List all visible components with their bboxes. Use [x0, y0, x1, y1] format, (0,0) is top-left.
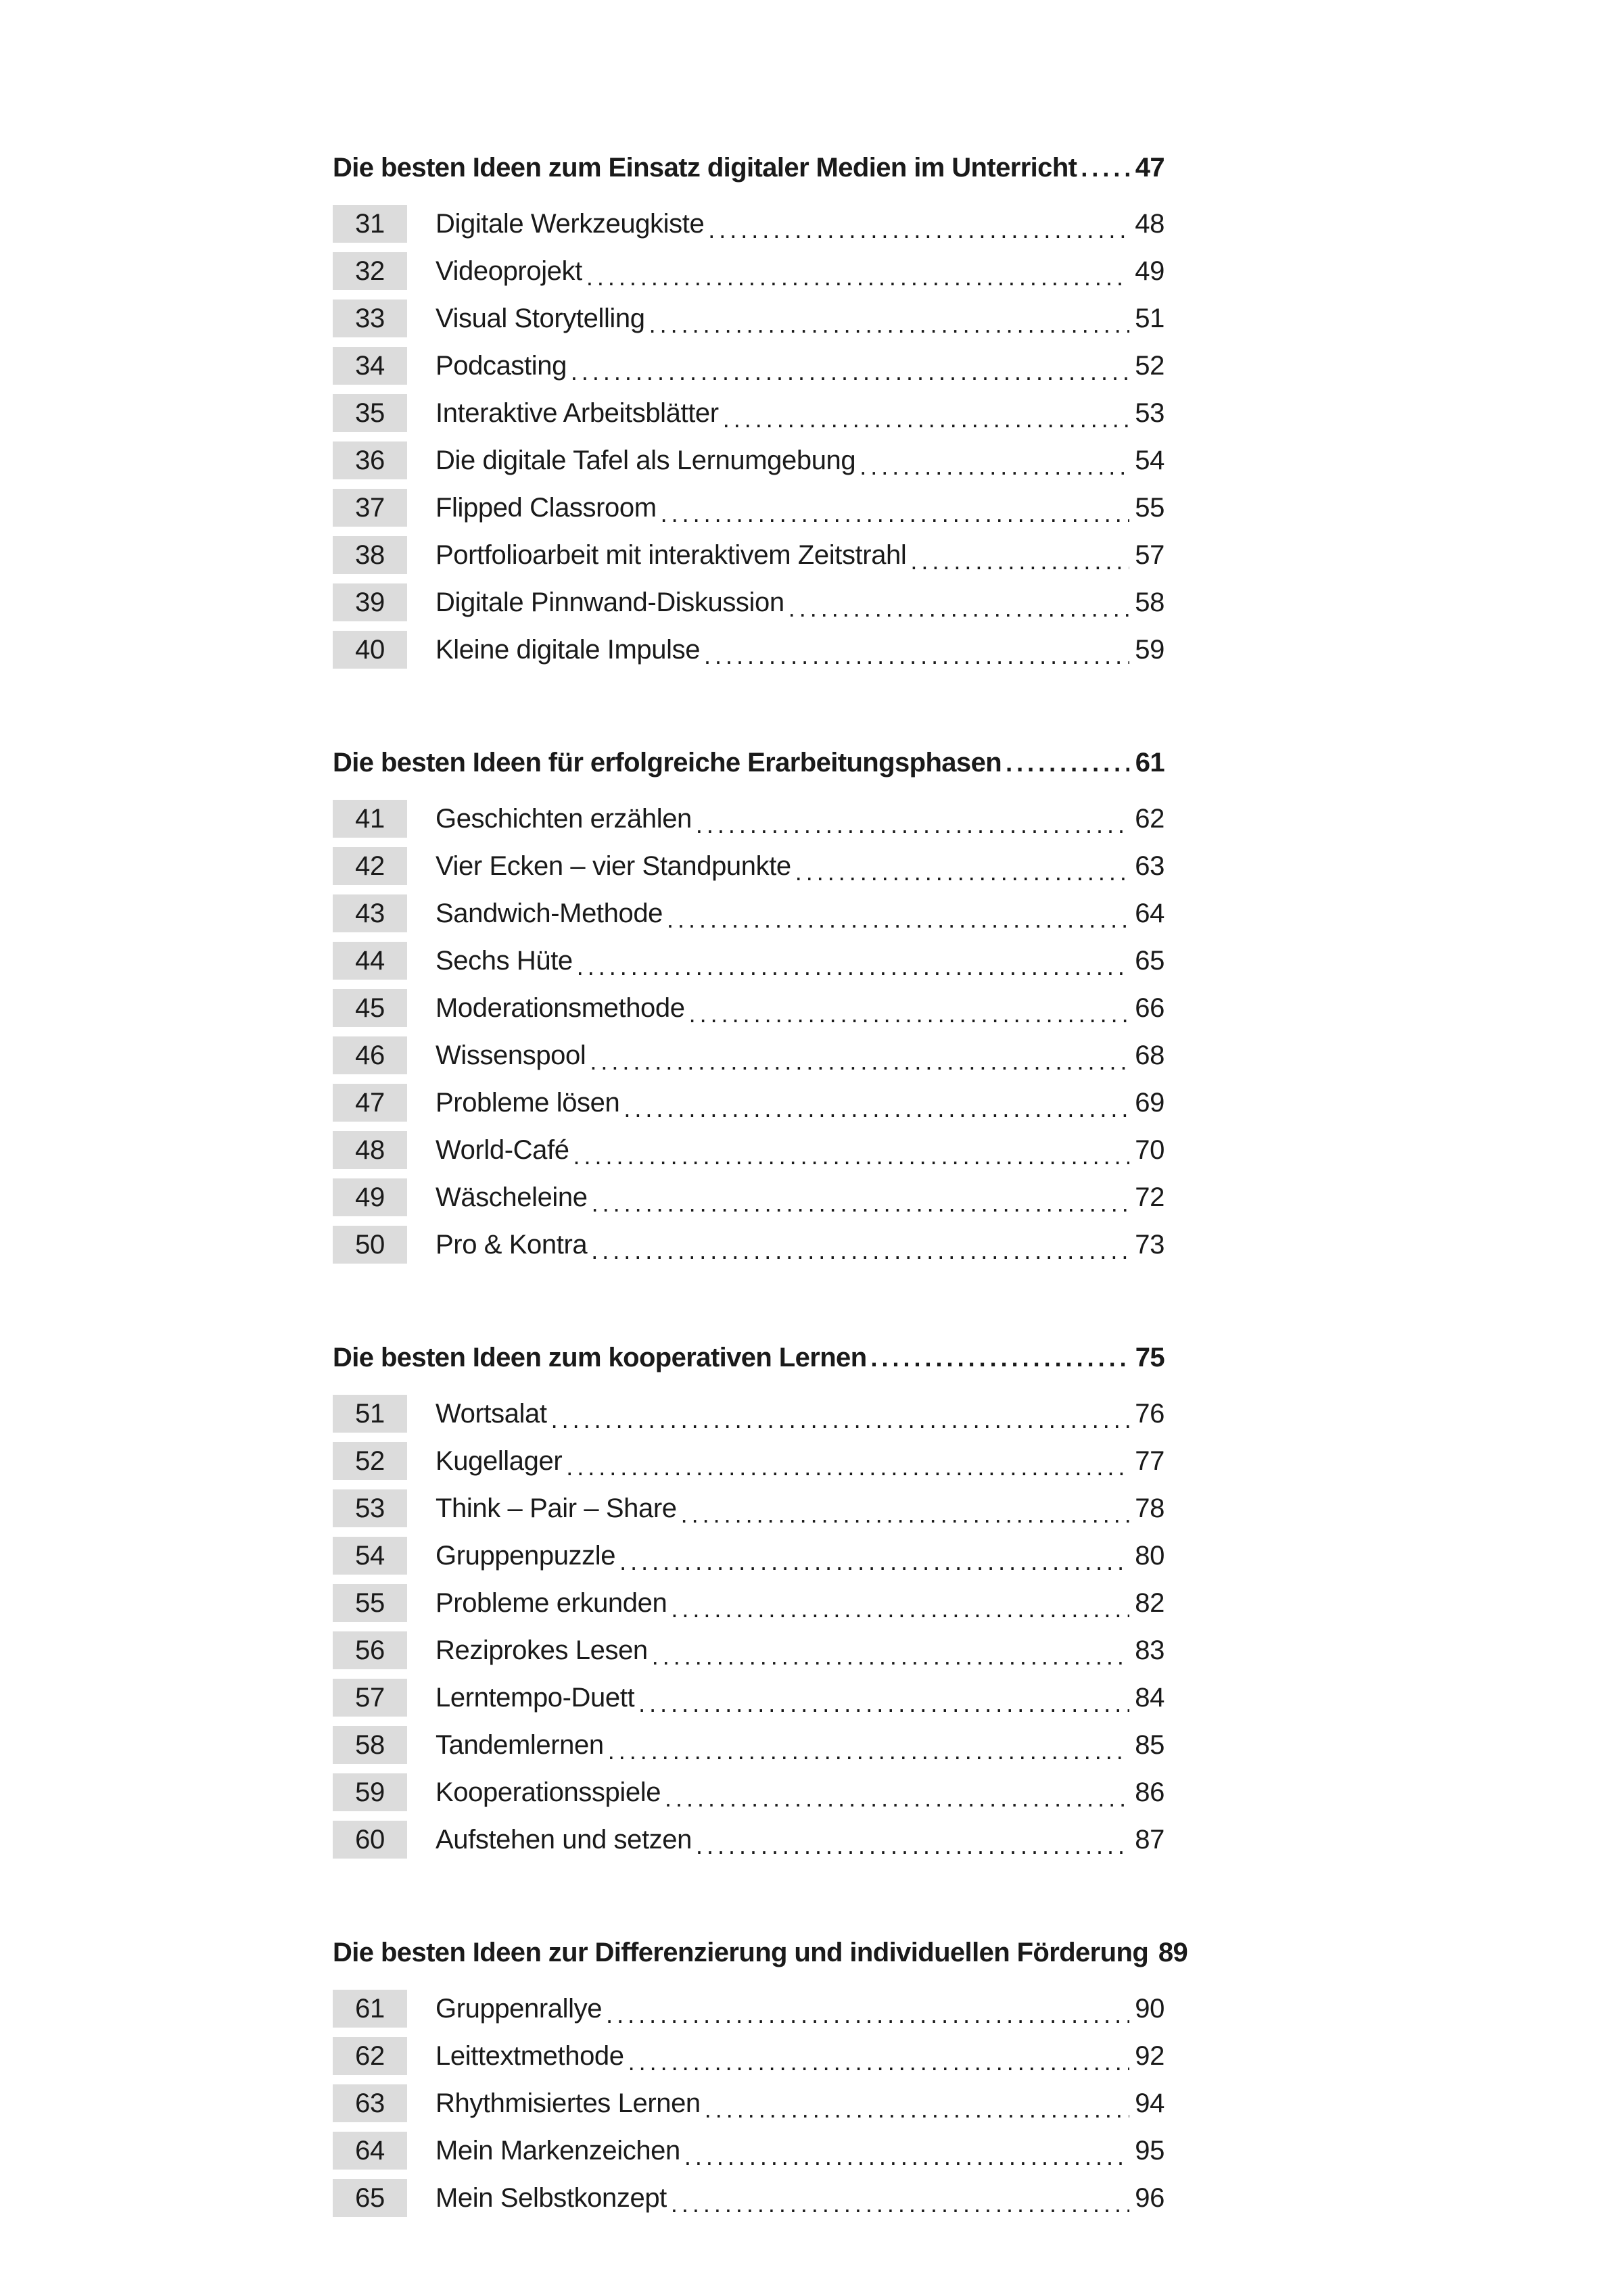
dot-leader — [789, 596, 1129, 626]
toc-entry[interactable] — [333, 1769, 1165, 1816]
entry-page-number: 64 — [1135, 898, 1165, 928]
dot-leader — [566, 1455, 1129, 1485]
entry-page-number: 62 — [1135, 803, 1165, 834]
toc-entry[interactable] — [333, 1032, 1165, 1079]
toc-entry[interactable] — [333, 1532, 1165, 1579]
toc-entry[interactable] — [333, 247, 1165, 295]
section-title: Die besten Ideen zur Differenzierung und individuellen Förderung — [333, 1938, 1149, 1967]
toc-entry[interactable] — [333, 1126, 1165, 1174]
entry-title: Probleme erkunden — [436, 1587, 667, 1618]
entry-page-number: 90 — [1135, 1993, 1165, 2024]
entry-page-number: 84 — [1135, 1682, 1165, 1713]
dot-leader — [628, 2050, 1129, 2080]
toc-entry[interactable] — [333, 2080, 1165, 2127]
toc-entry[interactable] — [333, 1485, 1165, 1532]
entry-number: 36 — [333, 441, 407, 479]
entry-page-number: 58 — [1135, 587, 1165, 617]
toc-entry[interactable] — [333, 1079, 1165, 1126]
toc-entry[interactable] — [333, 531, 1165, 579]
entry-page-number: 55 — [1135, 492, 1165, 523]
dot-leader — [665, 1786, 1129, 1816]
entry-title: Wissenspool — [436, 1040, 586, 1070]
entry-title: Wäscheleine — [436, 1182, 588, 1212]
dot-leader — [590, 1049, 1129, 1079]
dot-leader — [638, 1692, 1129, 1721]
toc-entry[interactable] — [333, 200, 1165, 247]
toc-entry[interactable] — [333, 890, 1165, 937]
entry-page-number: 65 — [1135, 945, 1165, 976]
toc-entry[interactable] — [333, 2127, 1165, 2174]
entry-page-number: 70 — [1135, 1134, 1165, 1165]
toc-entry[interactable] — [333, 295, 1165, 342]
toc-entry[interactable] — [333, 1437, 1165, 1485]
entry-title: World-Café — [436, 1134, 569, 1165]
entry-title: Wortsalat — [436, 1398, 547, 1429]
entry-title: Sechs Hüte — [436, 945, 573, 976]
entry-page-number: 83 — [1135, 1635, 1165, 1665]
dot-leader — [723, 407, 1129, 437]
dot-leader — [705, 2097, 1129, 2127]
section-title: Die besten Ideen zum kooperativen Lernen — [333, 1343, 867, 1372]
dot-leader — [671, 1597, 1129, 1627]
entry-number: 37 — [333, 489, 407, 527]
entry-title: Mein Selbstkonzept — [436, 2182, 667, 2213]
dot-leader — [592, 1191, 1129, 1221]
entry-number: 50 — [333, 1226, 407, 1264]
toc-entry[interactable] — [333, 1579, 1165, 1627]
entry-page-number: 85 — [1135, 1729, 1165, 1760]
entry-title: Reziprokes Lesen — [436, 1635, 648, 1665]
entry-title: Gruppenpuzzle — [436, 1540, 616, 1571]
entry-title: Die digitale Tafel als Lernumgebung — [436, 445, 856, 475]
toc-entry[interactable] — [333, 842, 1165, 890]
entry-title: Aufstehen und setzen — [436, 1824, 692, 1855]
entry-page-number: 59 — [1135, 634, 1165, 665]
dot-leader — [652, 1644, 1129, 1674]
dot-leader — [696, 813, 1129, 842]
toc-entry[interactable] — [333, 1221, 1165, 1268]
dot-leader — [684, 2145, 1129, 2174]
dot-leader — [606, 2003, 1129, 2032]
section-title: Die besten Ideen zum Einsatz digitaler Medien im Unterricht — [333, 153, 1077, 183]
dot-leader — [704, 644, 1129, 673]
dot-leader — [681, 1502, 1129, 1532]
entry-page-number: 86 — [1135, 1777, 1165, 1807]
entry-title: Portfolioarbeit mit interaktivem Zeitstrahl — [436, 540, 907, 570]
entry-title: Geschichten erzählen — [436, 803, 692, 834]
toc-section — [333, 748, 1165, 1268]
dot-leader — [910, 549, 1129, 579]
entry-title: Sandwich-Methode — [436, 898, 663, 928]
toc-section — [333, 1343, 1165, 1863]
toc-entry[interactable] — [333, 626, 1165, 673]
entry-title: Think – Pair – Share — [436, 1493, 677, 1523]
entry-title: Gruppenrallye — [436, 1993, 603, 2024]
section-page-number: 89 — [1158, 1938, 1188, 1967]
dot-leader — [860, 454, 1129, 484]
entry-number: 59 — [333, 1773, 407, 1811]
entry-title: Leittextmethode — [436, 2040, 624, 2071]
entry-title: Vier Ecken – vier Standpunkte — [436, 851, 791, 881]
entry-page-number: 82 — [1135, 1587, 1165, 1618]
dot-leader — [1006, 751, 1129, 775]
entry-page-number: 66 — [1135, 992, 1165, 1023]
entry-page-number: 78 — [1135, 1493, 1165, 1523]
entry-number: 60 — [333, 1821, 407, 1859]
entry-title: Tandemlernen — [436, 1729, 604, 1760]
entry-title: Digitale Pinnwand-Diskussion — [436, 587, 784, 617]
entry-page-number: 73 — [1135, 1229, 1165, 1260]
section-title: Die besten Ideen für erfolgreiche Erarbeitungsphasen — [333, 748, 1002, 778]
entry-number: 40 — [333, 631, 407, 669]
dot-leader — [571, 360, 1129, 389]
entry-page-number: 95 — [1135, 2135, 1165, 2166]
entry-page-number: 92 — [1135, 2040, 1165, 2071]
entry-title: Moderationsmethode — [436, 992, 685, 1023]
dot-leader — [1081, 156, 1129, 181]
section-heading[interactable] — [333, 1938, 1188, 1978]
entry-title: Probleme lösen — [436, 1087, 620, 1118]
entry-title: Podcasting — [436, 350, 567, 381]
toc-entry[interactable] — [333, 579, 1165, 626]
entry-number: 62 — [333, 2037, 407, 2075]
entry-page-number: 68 — [1135, 1040, 1165, 1070]
entry-title: Pro & Kontra — [436, 1229, 588, 1260]
toc-entry[interactable] — [333, 437, 1165, 484]
entry-page-number: 53 — [1135, 398, 1165, 428]
entry-title: Kugellager — [436, 1445, 563, 1476]
entry-title: Kleine digitale Impulse — [436, 634, 701, 665]
entry-number: 64 — [333, 2132, 407, 2170]
entry-number: 52 — [333, 1442, 407, 1480]
entry-page-number: 57 — [1135, 540, 1165, 570]
dot-leader — [871, 1346, 1129, 1370]
entry-number: 35 — [333, 394, 407, 432]
dot-leader — [624, 1097, 1129, 1126]
toc-section — [333, 153, 1165, 673]
dot-leader — [795, 860, 1129, 890]
entry-number: 32 — [333, 252, 407, 290]
dot-leader — [551, 1408, 1129, 1437]
section-heading[interactable] — [333, 153, 1165, 193]
dot-leader — [591, 1239, 1129, 1268]
entry-number: 34 — [333, 347, 407, 385]
toc-entry[interactable] — [333, 795, 1165, 842]
dot-leader — [689, 1002, 1129, 1032]
entry-title: Kooperationsspiele — [436, 1777, 661, 1807]
toc-entry[interactable] — [333, 1627, 1165, 1674]
table-of-contents — [333, 153, 1188, 2296]
section-page-number: 61 — [1135, 748, 1165, 778]
entry-page-number: 63 — [1135, 851, 1165, 881]
entry-number: 38 — [333, 536, 407, 574]
entry-page-number: 48 — [1135, 208, 1165, 239]
entry-title: Mein Markenzeichen — [436, 2135, 680, 2166]
dot-leader — [577, 955, 1129, 984]
toc-entry[interactable] — [333, 1721, 1165, 1769]
entry-number: 45 — [333, 989, 407, 1027]
entry-number: 51 — [333, 1395, 407, 1433]
section-page-number: 47 — [1135, 153, 1165, 183]
dot-leader — [667, 907, 1129, 937]
entry-page-number: 94 — [1135, 2088, 1165, 2118]
toc-entry[interactable] — [333, 937, 1165, 984]
entry-title: Visual Storytelling — [436, 303, 645, 333]
entry-page-number: 52 — [1135, 350, 1165, 381]
entry-number: 55 — [333, 1584, 407, 1622]
entry-title: Flipped Classroom — [436, 492, 657, 523]
entry-page-number: 76 — [1135, 1398, 1165, 1429]
entry-number: 49 — [333, 1178, 407, 1216]
toc-entry[interactable] — [333, 2174, 1165, 2222]
dot-leader — [661, 502, 1129, 531]
toc-entry[interactable] — [333, 1674, 1165, 1721]
entry-page-number: 49 — [1135, 256, 1165, 286]
section-heading[interactable] — [333, 1343, 1165, 1383]
toc-entry[interactable] — [333, 2032, 1165, 2080]
entry-number: 44 — [333, 942, 407, 980]
entry-number: 53 — [333, 1489, 407, 1527]
entry-number: 61 — [333, 1990, 407, 2028]
entry-number: 57 — [333, 1679, 407, 1717]
toc-entry[interactable] — [333, 1985, 1165, 2032]
entry-page-number: 87 — [1135, 1824, 1165, 1855]
dot-leader — [671, 2192, 1129, 2222]
toc-section — [333, 1938, 1188, 2222]
section-heading[interactable] — [333, 748, 1165, 788]
toc-entry[interactable] — [333, 342, 1165, 389]
dot-leader — [573, 1144, 1129, 1174]
entry-number: 31 — [333, 205, 407, 243]
entry-title: Interaktive Arbeitsblätter — [436, 398, 719, 428]
section-page-number: 75 — [1135, 1343, 1165, 1372]
entry-number: 63 — [333, 2084, 407, 2122]
entry-number: 33 — [333, 300, 407, 337]
entry-title: Lerntempo-Duett — [436, 1682, 635, 1713]
entry-number: 47 — [333, 1084, 407, 1122]
entry-number: 58 — [333, 1726, 407, 1764]
dot-leader — [586, 265, 1129, 295]
dot-leader — [649, 312, 1129, 342]
entry-number: 65 — [333, 2179, 407, 2217]
entry-number: 56 — [333, 1631, 407, 1669]
entry-title: Videoprojekt — [436, 256, 582, 286]
entry-number: 39 — [333, 583, 407, 621]
dot-leader — [619, 1550, 1129, 1579]
dot-leader — [708, 218, 1129, 247]
entry-number: 43 — [333, 894, 407, 932]
dot-leader — [608, 1739, 1129, 1769]
entry-page-number: 80 — [1135, 1540, 1165, 1571]
toc-entry[interactable] — [333, 1174, 1165, 1221]
toc-entry[interactable] — [333, 1390, 1165, 1437]
toc-entry[interactable] — [333, 1816, 1165, 1863]
entry-number: 42 — [333, 847, 407, 885]
entry-page-number: 51 — [1135, 303, 1165, 333]
toc-entry[interactable] — [333, 984, 1165, 1032]
dot-leader — [696, 1834, 1129, 1863]
entry-number: 41 — [333, 800, 407, 838]
entry-number: 46 — [333, 1036, 407, 1074]
toc-entry[interactable] — [333, 389, 1165, 437]
entry-page-number: 54 — [1135, 445, 1165, 475]
entry-number: 54 — [333, 1537, 407, 1575]
entry-page-number: 96 — [1135, 2182, 1165, 2213]
entry-page-number: 72 — [1135, 1182, 1165, 1212]
entry-page-number: 69 — [1135, 1087, 1165, 1118]
entry-page-number: 77 — [1135, 1445, 1165, 1476]
toc-entry[interactable] — [333, 484, 1165, 531]
entry-number: 48 — [333, 1131, 407, 1169]
entry-title: Digitale Werkzeugkiste — [436, 208, 705, 239]
entry-title: Rhythmisiertes Lernen — [436, 2088, 701, 2118]
